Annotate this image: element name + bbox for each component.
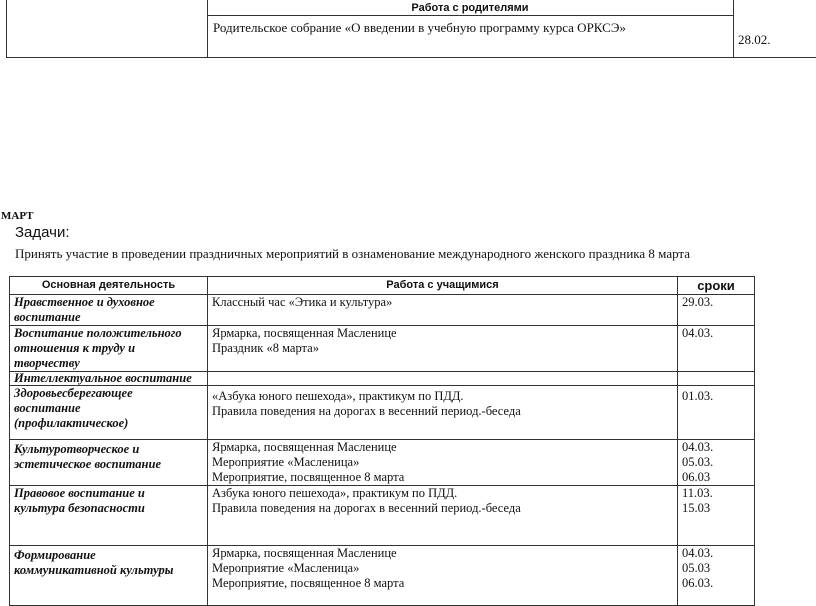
area-cell	[10, 326, 208, 372]
area-line: Формирование	[14, 548, 96, 562]
date-line: 11.03.	[682, 486, 713, 500]
month-heading: МАРТ	[1, 210, 34, 222]
date-line: 01.03.	[682, 389, 714, 403]
activity-line: Правила поведения на дорогах в весенний период.-беседа	[212, 404, 521, 418]
area-line: воспитание	[14, 401, 81, 415]
table-row	[10, 372, 755, 386]
plan-table-header-row	[10, 277, 755, 295]
dates-cell	[678, 440, 755, 486]
activities-cell	[208, 386, 678, 440]
activity-line: Мероприятие, посвященное 8 марта	[212, 576, 405, 590]
area-line: творчеству	[14, 356, 80, 370]
area-cell	[10, 386, 208, 440]
area-line: Здоровьесберегающее	[14, 386, 133, 400]
dates-cell	[678, 372, 755, 386]
activity-line: Мероприятие «Масленица»	[212, 561, 360, 575]
activities-cell	[208, 295, 678, 326]
top-table-header: Работа с родителями	[411, 2, 529, 14]
parent-meeting-date: 28.02.	[738, 32, 771, 47]
table-row	[10, 486, 755, 546]
date-line: 04.03.	[682, 440, 714, 454]
activity-line: Ярмарка, посвященная Масленице	[212, 546, 397, 560]
activities-cell	[208, 546, 678, 606]
date-line: 04.03.	[682, 326, 714, 340]
parent-meeting-text: Родительское собрание «О введении в учебную программу курса ОРКСЭ»	[213, 20, 626, 35]
table-row	[10, 440, 755, 486]
area-line: Правовое воспитание и	[14, 486, 145, 500]
date-line: 04.03.	[682, 546, 714, 560]
top-table-border-mid2	[733, 0, 734, 57]
activity-line: Ярмарка, посвященная Масленице	[212, 440, 397, 454]
area-cell	[10, 546, 208, 606]
dates-cell	[678, 295, 755, 326]
area-line: воспитание	[14, 310, 81, 324]
top-table-bottom-border	[6, 57, 816, 58]
task-text: Принять участие в проведении праздничных мероприятий в ознаменование международного женского праздника 8 марта	[15, 246, 691, 261]
date-line: 05.03.	[682, 455, 714, 469]
plan-table	[9, 276, 755, 606]
date-line: 29.03.	[682, 295, 714, 309]
area-line: отношения к труду и	[14, 341, 136, 355]
date-line: 06.03.	[682, 576, 714, 590]
area-cell	[10, 295, 208, 326]
date-line: 06.03	[682, 470, 711, 484]
activity-line: Азбука юного пешехода», практикум по ПДД.	[212, 486, 458, 500]
area-line: культура безопасности	[14, 501, 145, 515]
area-cell	[10, 372, 208, 386]
table-row	[10, 295, 755, 326]
table-row	[10, 326, 755, 372]
activities-cell	[208, 372, 678, 386]
table-row	[10, 386, 755, 440]
date-line: 05.03	[682, 561, 711, 575]
area-line: Интеллектуальное воспитание	[14, 371, 192, 385]
dates-cell	[678, 546, 755, 606]
area-line: эстетическое воспитание	[14, 457, 161, 471]
area-line: Нравственное и духовное	[14, 295, 155, 309]
activities-cell	[208, 440, 678, 486]
dates-cell	[678, 326, 755, 372]
header-main-activity: Основная деятельность	[10, 277, 208, 295]
activity-line: Мероприятие «Масленица»	[212, 455, 360, 469]
top-table-border-left	[6, 0, 7, 57]
activity-line: Мероприятие, посвященное 8 марта	[212, 470, 405, 484]
dates-cell	[678, 386, 755, 440]
activity-line: Классный час «Этика и культура»	[212, 295, 393, 309]
tasks-label: Задачи:	[15, 224, 70, 241]
activities-cell	[208, 326, 678, 372]
table-row	[10, 546, 755, 606]
date-line: 15.03	[682, 501, 711, 515]
activity-line: «Азбука юного пешехода», практикум по ПДД.	[212, 389, 464, 403]
area-cell	[10, 486, 208, 546]
area-line: Воспитание положительного	[14, 326, 182, 340]
dates-cell	[678, 486, 755, 546]
area-line: Культуротворческое и	[14, 442, 140, 456]
top-table-header-divider	[207, 15, 733, 16]
activity-line: Праздник «8 марта»	[212, 341, 319, 355]
header-student-work: Работа с учащимися	[208, 277, 678, 295]
area-line: (профилактическое)	[14, 416, 129, 430]
area-cell	[10, 440, 208, 486]
activity-line: Ярмарка, посвященная Масленице	[212, 326, 397, 340]
activity-line: Правила поведения на дорогах в весенний период.-беседа	[212, 501, 521, 515]
activities-cell	[208, 486, 678, 546]
header-terms: сроки	[678, 277, 755, 295]
area-line: коммуникативной культуры	[14, 563, 174, 577]
